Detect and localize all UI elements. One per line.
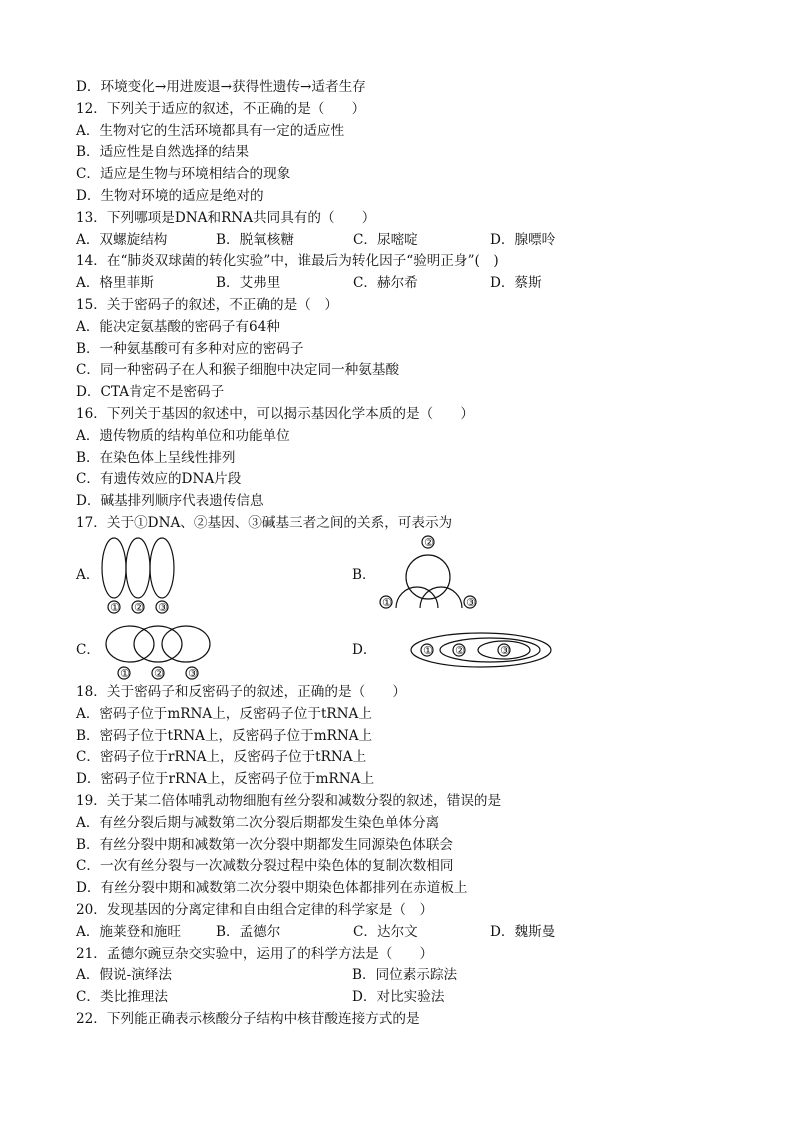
fig-d-num-1: ①: [423, 644, 433, 657]
ellipse-gene: [126, 538, 150, 598]
text-line: B．在染色体上呈线性排列: [76, 449, 236, 466]
text-line: D．碱基排列顺序代表遗传信息: [76, 493, 264, 510]
text-line: 17．关于①DNA、②基因、③碱基三者之间的关系，可表示为: [76, 515, 453, 531]
ellipse-c-3: [162, 626, 210, 662]
ellipse-base: [150, 538, 174, 598]
ellipse-dna: [102, 538, 126, 598]
fig-d-num-3: ③: [500, 644, 510, 657]
text-line: 20．发现基因的分离定律和自由组合定律的科学家是（ ）: [76, 902, 434, 918]
text-line: C．同一种密码子在人和猴子细胞中决定同一种氨基酸: [76, 362, 400, 379]
option-text: C．尿嘧啶: [353, 231, 418, 248]
text-line: C．一次有丝分裂与一次减数分裂过程中染色体的复制次数相同: [76, 858, 454, 875]
option-text: A．假说-演绎法: [76, 967, 172, 984]
text-line: A．生物对它的生活环境都具有一定的适应性: [76, 122, 345, 139]
option-text: C．类比推理法: [76, 989, 168, 1006]
text-line: A．有丝分裂后期与减数第二次分裂后期都发生染色单体分离: [76, 814, 440, 831]
fig-a-num-1: ①: [110, 601, 120, 614]
text-line: A．能决定氨基酸的密码子有64种: [76, 318, 280, 335]
text-line: 18．关于密码子和反密码子的叙述，正确的是（ ）: [76, 684, 406, 700]
fig-b-num-3: ③: [466, 596, 476, 609]
option-text: B．同位素示踪法: [352, 967, 458, 984]
text-line: B．密码子位于tRNA上，反密码子位于mRNA上: [76, 727, 373, 744]
option-text: D．腺嘌呤: [490, 231, 556, 248]
option-text: D．蔡斯: [490, 275, 542, 292]
figure-option-a: [96, 530, 186, 620]
figure-option-c: [100, 622, 220, 682]
text-line: 16．下列关于基因的叙述中，可以揭示基因化学本质的是（ ）: [76, 406, 474, 422]
text-line: 22．下列能正确表示核酸分子结构中核苷酸连接方式的是: [76, 1011, 420, 1027]
arc-base: [420, 587, 462, 608]
text-line: D．生物对环境的适应是绝对的: [76, 188, 264, 204]
text-line: D．有丝分裂中期和减数第二次分裂中期染色体都排列在赤道板上: [76, 880, 468, 897]
figure-option-b: [376, 530, 486, 615]
option-text: D．魏斯曼: [490, 923, 556, 940]
text-line: B．有丝分裂中期和减数第一次分裂中期都发生同源染色体联会: [76, 836, 454, 853]
option-a-label: A．: [76, 567, 100, 583]
fig-c-num-3: ③: [188, 667, 198, 680]
fig-a-num-3: ③: [158, 601, 168, 614]
option-text: B．艾弗里: [216, 275, 281, 292]
text-line: 21．孟德尔豌豆杂交实验中，运用了的科学方法是（ ）: [76, 945, 434, 962]
fig-b-num-1: ①: [382, 596, 392, 609]
ellipse-c-1: [106, 626, 154, 662]
arc-dna: [396, 587, 438, 608]
option-text: B．脱氧核糖: [216, 231, 294, 248]
text-line: A．遗传物质的结构单位和功能单位: [76, 427, 290, 444]
text-line: C．适应是生物与环境相结合的现象: [76, 166, 291, 183]
fig-b-num-2: ②: [424, 536, 434, 549]
text-line: 19．关于某二倍体哺乳动物细胞有丝分裂和减数分裂的叙述，错误的是: [76, 793, 502, 809]
option-text: C．达尔文: [353, 923, 418, 940]
text-line: 14．在“肺炎双球菌的转化实验”中，谁最后为转化因子“验明正身”( ): [76, 253, 499, 270]
circle-gene: [406, 555, 450, 599]
ellipse-c-2: [134, 626, 182, 662]
option-d-label: D．: [352, 642, 377, 658]
text-line: C．密码子位于rRNA上，反密码子位于tRNA上: [76, 749, 367, 766]
text-line: D．环境变化→用进废退→获得性遗传→适者生存: [76, 79, 366, 95]
option-c-label: C．: [76, 642, 100, 658]
option-b-label: B．: [352, 567, 376, 583]
text-line: D．密码子位于rRNA上，反密码子位于mRNA上: [76, 771, 375, 788]
option-text: A．施莱登和施旺: [76, 923, 181, 940]
figure-option-d: [408, 630, 554, 672]
text-line: 15．关于密码子的叙述，不正确的是（ ）: [76, 297, 338, 313]
option-text: B．孟德尔: [216, 923, 281, 940]
fig-c-num-2: ②: [154, 667, 164, 680]
text-line: A．密码子位于mRNA上，反密码子位于tRNA上: [76, 705, 372, 722]
text-line: 13．下列哪项是DNA和RNA共同具有的（ ）: [76, 209, 376, 226]
text-line: B．一种氨基酸可有多种对应的密码子: [76, 340, 304, 357]
option-text: C．赫尔希: [353, 275, 418, 292]
option-text: D．对比实验法: [352, 989, 445, 1006]
fig-a-num-2: ②: [134, 601, 144, 614]
text-line: 12．下列关于适应的叙述，不正确的是（ ）: [76, 100, 366, 117]
text-line: C．有遗传效应的DNA片段: [76, 471, 242, 488]
option-text: A．格里菲斯: [76, 275, 154, 292]
fig-d-num-2: ②: [455, 644, 465, 657]
option-text: A．双螺旋结构: [76, 231, 168, 248]
text-line: D．CTA肯定不是密码子: [76, 384, 225, 401]
text-line: B．适应性是自然选择的结果: [76, 144, 250, 161]
fig-c-num-1: ①: [120, 667, 130, 680]
